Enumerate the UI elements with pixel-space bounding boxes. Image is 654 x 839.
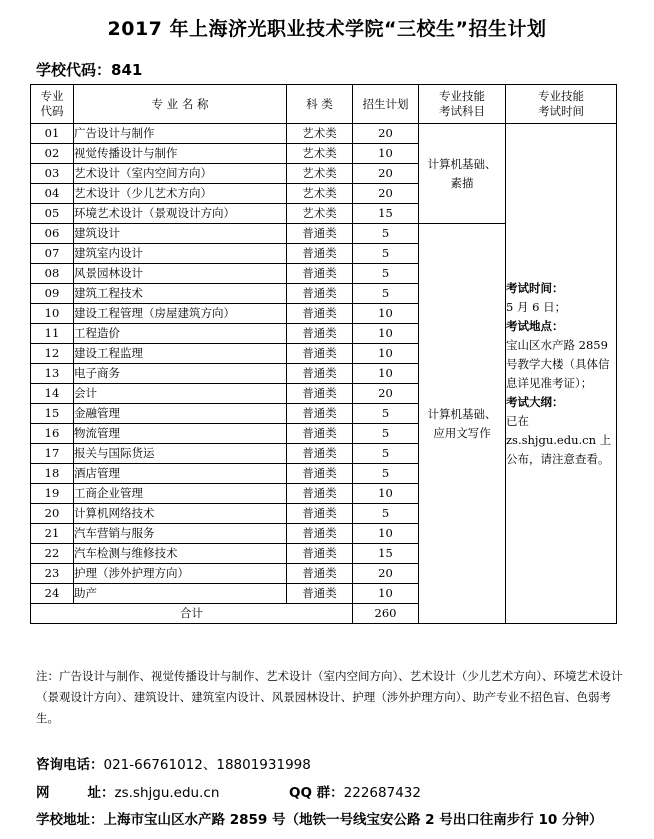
row-code: 04 <box>31 184 74 204</box>
row-category: 普通类 <box>287 264 353 284</box>
exam-place-value: 宝山区水产路 2859 号教学大楼（具体信息详见准考证）； <box>506 337 610 390</box>
row-code: 02 <box>31 144 74 164</box>
row-code: 24 <box>31 584 74 604</box>
row-name: 报关与国际货运 <box>74 444 287 464</box>
row-plan: 10 <box>353 364 419 384</box>
exam-time-label: 考试时间： <box>506 280 564 295</box>
row-plan: 10 <box>353 524 419 544</box>
phone-value: 021-66761012、18801931998 <box>103 757 311 773</box>
row-name: 护理（涉外护理方向） <box>74 564 287 584</box>
total-value: 260 <box>353 604 419 624</box>
school-code-value: 841 <box>111 61 143 79</box>
exam-syllabus-value: 已在 zs.shjgu.edu.cn 上公布，请注意查看。 <box>506 413 612 466</box>
header-time: 专业技能 考试时间 <box>506 85 617 124</box>
exam-time-value: 5 月 6 日； <box>506 299 567 314</box>
row-category: 普通类 <box>287 404 353 424</box>
row-name: 建筑工程技术 <box>74 284 287 304</box>
row-name: 建设工程监理 <box>74 344 287 364</box>
row-code: 05 <box>31 204 74 224</box>
row-category: 普通类 <box>287 504 353 524</box>
row-name: 工商企业管理 <box>74 484 287 504</box>
header-name: 专 业 名 称 <box>74 85 287 124</box>
subject-art: 计算机基础、 素描 <box>419 124 506 224</box>
row-code: 07 <box>31 244 74 264</box>
row-code: 20 <box>31 504 74 524</box>
row-plan: 10 <box>353 144 419 164</box>
row-name: 助产 <box>74 584 287 604</box>
row-plan: 5 <box>353 404 419 424</box>
row-name: 金融管理 <box>74 404 287 424</box>
row-category: 艺术类 <box>287 144 353 164</box>
row-code: 16 <box>31 424 74 444</box>
qq-group: QQ 群：222687432 <box>289 785 421 801</box>
total-label: 合计 <box>31 604 353 624</box>
row-code: 12 <box>31 344 74 364</box>
row-code: 14 <box>31 384 74 404</box>
row-code: 09 <box>31 284 74 304</box>
row-category: 艺术类 <box>287 164 353 184</box>
row-code: 03 <box>31 164 74 184</box>
row-plan: 5 <box>353 444 419 464</box>
row-name: 艺术设计（少儿艺术方向） <box>74 184 287 204</box>
row-category: 普通类 <box>287 324 353 344</box>
row-plan: 5 <box>353 224 419 244</box>
row-name: 视觉传播设计与制作 <box>74 144 287 164</box>
row-name: 广告设计与制作 <box>74 124 287 144</box>
table-header-row <box>31 85 617 124</box>
row-plan: 15 <box>353 204 419 224</box>
header-category: 科 类 <box>287 85 353 124</box>
row-plan: 5 <box>353 464 419 484</box>
row-code: 18 <box>31 464 74 484</box>
website-link[interactable]: zs.shjgu.edu.cn <box>114 785 220 801</box>
school-address: 学校地址：上海市宝山区水产路 2859 号（地铁一号线宝安公路 2 号出口往南步行 10 分钟） <box>36 812 603 828</box>
row-plan: 15 <box>353 544 419 564</box>
row-code: 22 <box>31 544 74 564</box>
row-plan: 10 <box>353 584 419 604</box>
row-code: 21 <box>31 524 74 544</box>
row-code: 15 <box>31 404 74 424</box>
note-text: 注：广告设计与制作、视觉传播设计与制作、艺术设计（室内空间方向）、艺术设计（少儿艺术方向）、环境艺术设计（景观设计方向）、建筑设计、建筑室内设计、风景园林设计、护理（涉外护理方向）、助产专业不招色盲、色弱考生。 <box>36 669 623 725</box>
page-title: 2017 年上海济光职业技术学院“三校生”招生计划 <box>107 18 547 40</box>
row-name: 风景园林设计 <box>74 264 287 284</box>
row-plan: 5 <box>353 244 419 264</box>
row-name: 环境艺术设计（景观设计方向） <box>74 204 287 224</box>
row-category: 普通类 <box>287 484 353 504</box>
row-plan: 20 <box>353 184 419 204</box>
row-plan: 5 <box>353 264 419 284</box>
row-category: 普通类 <box>287 224 353 244</box>
row-plan: 5 <box>353 504 419 524</box>
address-value: 上海市宝山区水产路 2859 号（地铁一号线宝安公路 2 号出口往南步行 10 分钟） <box>103 812 603 828</box>
header-subject: 专业技能 考试科目 <box>419 85 506 124</box>
row-plan: 20 <box>353 384 419 404</box>
row-code: 08 <box>31 264 74 284</box>
row-category: 普通类 <box>287 424 353 444</box>
row-code: 11 <box>31 324 74 344</box>
row-category: 普通类 <box>287 464 353 484</box>
row-plan: 5 <box>353 284 419 304</box>
row-name: 工程造价 <box>74 324 287 344</box>
row-name: 会计 <box>74 384 287 404</box>
row-plan: 20 <box>353 164 419 184</box>
header-code: 专业 代码 <box>31 85 74 124</box>
row-category: 普通类 <box>287 364 353 384</box>
row-name: 汽车营销与服务 <box>74 524 287 544</box>
website-line: 网 址：zs.shjgu.edu.cn QQ 群：222687432 <box>36 781 219 801</box>
exam-info <box>506 124 617 624</box>
row-name: 计算机网络技术 <box>74 504 287 524</box>
row-category: 普通类 <box>287 524 353 544</box>
row-plan: 20 <box>353 564 419 584</box>
row-category: 普通类 <box>287 584 353 604</box>
row-name: 建设工程管理（房屋建筑方向） <box>74 304 287 324</box>
row-category: 普通类 <box>287 544 353 564</box>
row-category: 普通类 <box>287 384 353 404</box>
school-code <box>36 59 142 80</box>
row-name: 建筑室内设计 <box>74 244 287 264</box>
row-category: 普通类 <box>287 304 353 324</box>
row-code: 10 <box>31 304 74 324</box>
row-category: 普通类 <box>287 344 353 364</box>
row-code: 23 <box>31 564 74 584</box>
row-category: 艺术类 <box>287 124 353 144</box>
row-plan: 10 <box>353 304 419 324</box>
row-code: 01 <box>31 124 74 144</box>
row-category: 普通类 <box>287 564 353 584</box>
enrollment-plan-table <box>30 84 617 624</box>
row-code: 06 <box>31 224 74 244</box>
row-name: 酒店管理 <box>74 464 287 484</box>
row-name: 建筑设计 <box>74 224 287 244</box>
exam-syllabus-label: 考试大纲： <box>506 394 564 409</box>
row-plan: 10 <box>353 324 419 344</box>
row-name: 电子商务 <box>74 364 287 384</box>
row-category: 艺术类 <box>287 184 353 204</box>
row-category: 普通类 <box>287 284 353 304</box>
row-code: 13 <box>31 364 74 384</box>
header-plan: 招生计划 <box>353 85 419 124</box>
contact-phone: 咨询电话：021-66761012、18801931998 <box>36 757 311 773</box>
row-plan: 20 <box>353 124 419 144</box>
row-code: 19 <box>31 484 74 504</box>
row-plan: 10 <box>353 344 419 364</box>
row-category: 艺术类 <box>287 204 353 224</box>
table-row <box>31 124 617 144</box>
row-name: 艺术设计（室内空间方向） <box>74 164 287 184</box>
school-code-label: 学校代码： <box>36 61 112 79</box>
subject-general: 计算机基础、 应用文写作 <box>419 224 506 624</box>
row-plan: 5 <box>353 424 419 444</box>
row-plan: 10 <box>353 484 419 504</box>
row-category: 普通类 <box>287 244 353 264</box>
row-category: 普通类 <box>287 444 353 464</box>
row-code: 17 <box>31 444 74 464</box>
row-name: 汽车检测与维修技术 <box>74 544 287 564</box>
row-name: 物流管理 <box>74 424 287 444</box>
exam-place-label: 考试地点： <box>506 318 564 333</box>
